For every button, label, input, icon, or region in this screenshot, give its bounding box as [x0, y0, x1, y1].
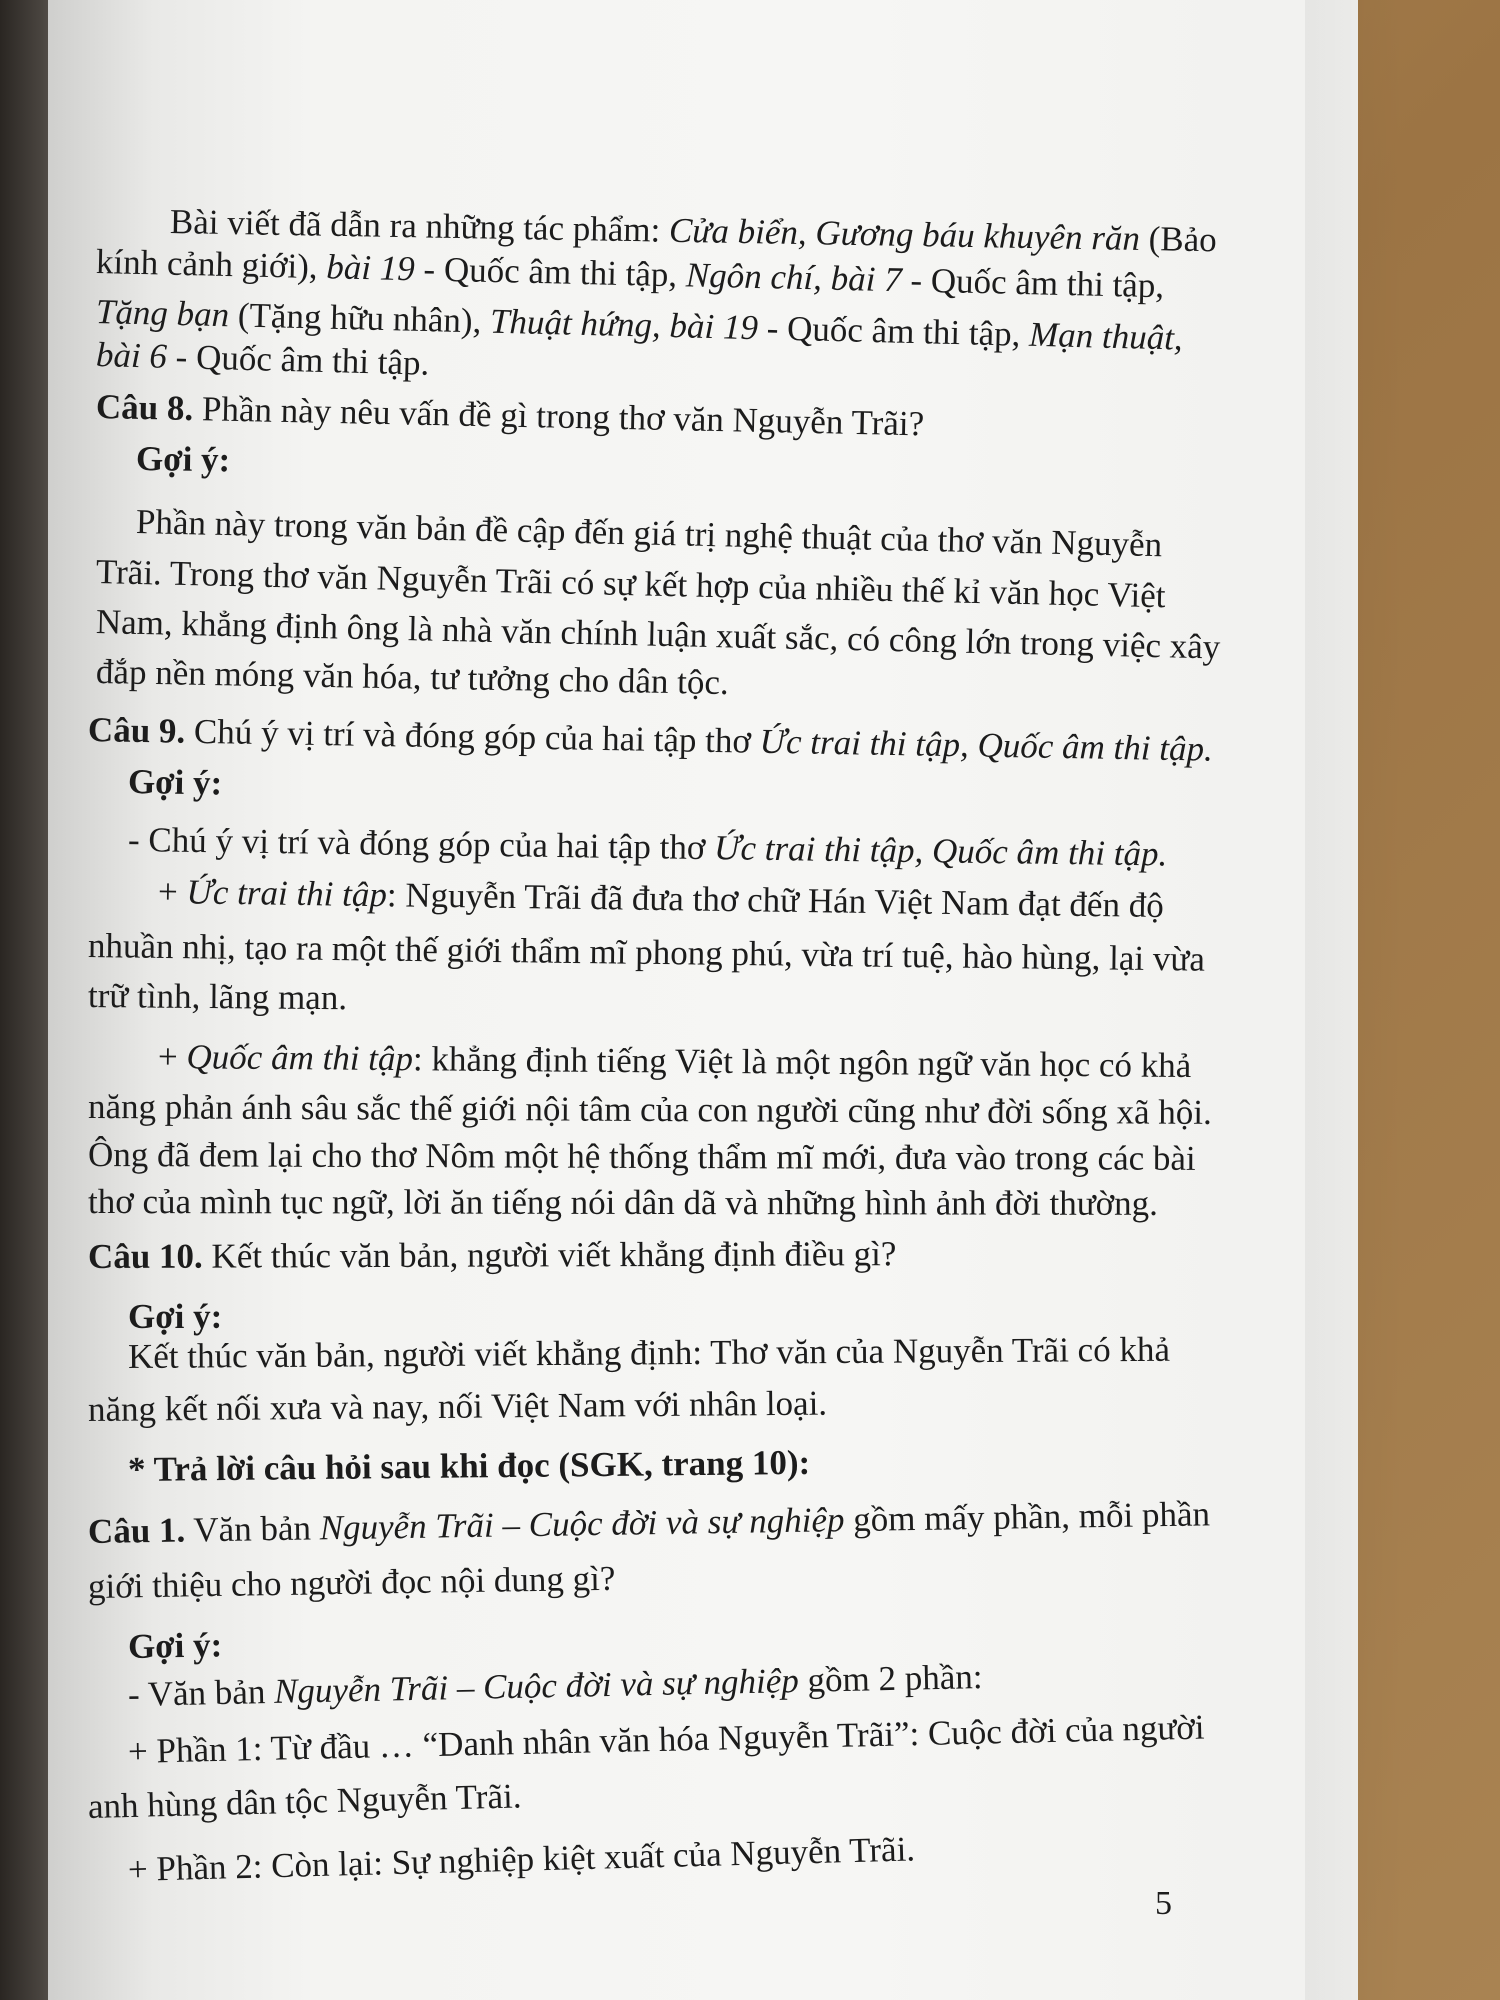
text-segment: giới thiệu cho người đọc nội dung gì?	[87, 1558, 616, 1606]
text-segment: Văn bản	[184, 1508, 320, 1550]
text-line	[128, 1623, 223, 1668]
text-segment: Phần này trong văn bản đề cập đến giá trị nghệ thuật của thơ văn Nguyễn	[135, 502, 1163, 565]
text-segment: nhuần nhị, tạo ra một thế giới thẩm mĩ phong phú, vừa trí tuệ, hào hùng, lại vừa	[87, 926, 1206, 979]
text-line	[96, 650, 730, 705]
page-number: 5	[1155, 1885, 1172, 1922]
italic-text: bài 19	[325, 247, 416, 289]
text-segment: trữ tình, lãng mạn.	[87, 976, 348, 1018]
bold-text: Gợi ý:	[128, 1297, 223, 1336]
text-line	[88, 1085, 1212, 1135]
text-segment: năng kết nối xưa và nay, nối Việt Nam với nhân loại.	[87, 1383, 828, 1429]
text-line	[88, 974, 347, 1020]
text-line	[158, 1035, 1192, 1088]
bold-text: Câu 8.	[95, 387, 194, 429]
text-segment: + Phần 1: Từ đầu … “Danh nhân văn hóa Nguyễn Trãi”: Cuộc đời của người	[127, 1707, 1205, 1771]
text-segment: Kết thúc văn bản, người viết khẳng định: Thơ văn của Nguyễn Trãi có khả	[127, 1329, 1171, 1376]
text-segment: năng phản ánh sâu sắc thế giới nội tâm của con người cũng như đời sống xã hội.	[87, 1087, 1212, 1132]
text-line	[158, 870, 1164, 928]
text-line	[96, 385, 925, 446]
italic-text: Ức trai thi tập, Quốc âm thi tập.	[759, 721, 1214, 769]
text-segment: - Quốc âm thi tập.	[166, 336, 430, 383]
text-line	[88, 1133, 1196, 1181]
text-segment: : Nguyễn Trãi đã đưa thơ chữ Hán Việt Nam đạt đến độ	[386, 875, 1165, 926]
text-segment: : khẳng định tiếng Việt là một ngôn ngữ văn học có khả	[412, 1039, 1192, 1086]
text-line	[88, 708, 1214, 771]
italic-text: Ức trai thi tập, Quốc âm thi tập.	[713, 828, 1168, 874]
bold-text: * Trả lời câu hỏi sau khi đọc (SGK, trang 10):	[127, 1442, 811, 1489]
text-line	[136, 437, 231, 482]
text-line	[128, 760, 223, 805]
text-line	[128, 1655, 983, 1717]
italic-text: bài 6	[95, 335, 168, 376]
text-segment: - Chú ý vị trí và đóng góp của hai tập thơ	[127, 820, 715, 868]
text-line	[88, 1492, 1211, 1553]
text-line	[128, 1706, 1206, 1774]
text-segment: (Bảo	[1139, 218, 1218, 260]
italic-text: Nguyễn Trãi – Cuộc đời và sự nghiệp	[273, 1660, 800, 1711]
text-segment: gồm 2 phần:	[798, 1657, 983, 1700]
italic-text: Cửa biển, Gương báu khuyên răn	[668, 210, 1141, 258]
text-segment: Kết thúc văn bản, người viết khẳng định điều gì?	[202, 1234, 897, 1276]
text-segment: - Quốc âm thi tập,	[901, 260, 1165, 306]
italic-text: Tặng bạn	[95, 292, 230, 335]
bold-text: Câu 9.	[87, 710, 186, 751]
text-line	[88, 1232, 896, 1279]
text-segment: Bài viết đã dẫn ra những tác phẩm:	[169, 202, 670, 250]
text-line	[128, 818, 1168, 876]
text-segment: thơ của mình tục ngữ, lời ăn tiếng nói dân dã và những hình ảnh đời thường.	[87, 1182, 1158, 1223]
text-segment: Nam, khẳng định ông là nhà văn chính luận xuất sắc, có công lớn trong việc xây	[95, 602, 1221, 667]
text-segment: - Quốc âm thi tập,	[414, 249, 687, 295]
text-segment: gồm mấy phần, mỗi phần	[844, 1494, 1211, 1540]
text-line	[95, 333, 429, 385]
text-segment: - Văn bản	[127, 1671, 275, 1714]
bold-text: Gợi ý:	[127, 762, 223, 803]
italic-text: Ức trai thi tập	[186, 872, 388, 915]
text-segment: (Tặng hữu nhân),	[228, 295, 491, 341]
text-line	[128, 1441, 811, 1492]
text-line	[127, 1827, 915, 1891]
page-text	[48, 0, 1358, 2000]
text-line	[88, 1180, 1158, 1226]
bold-text: Câu 10.	[87, 1236, 203, 1276]
text-segment: đắp nền móng văn hóa, tư tưởng cho dân tộc.	[95, 652, 730, 703]
text-line	[128, 1295, 222, 1339]
text-segment: Trãi. Trong thơ văn Nguyễn Trãi có sự kết hợp của nhiều thế kỉ văn học Việt	[95, 552, 1166, 616]
text-segment: + Phần 2: Còn lại: Sự nghiệp kiệt xuất của Nguyễn Trãi.	[127, 1829, 916, 1889]
text-segment: Phần này nêu vấn đề gì trong thơ văn Nguyễn Trãi?	[192, 389, 925, 444]
italic-text: Quốc âm thi tập	[186, 1037, 414, 1079]
bold-text: Câu 1.	[87, 1510, 186, 1551]
italic-text: Nguyễn Trãi – Cuộc đời và sự nghiệp	[319, 1500, 845, 1548]
text-segment: anh hùng dân tộc Nguyễn Trãi.	[87, 1776, 522, 1826]
text-segment: +	[157, 872, 187, 912]
text-line	[88, 924, 1205, 981]
text-segment: - Quốc âm thi tập,	[757, 308, 1030, 354]
italic-text: Mạn thuật,	[1028, 314, 1184, 358]
text-line	[128, 1328, 1170, 1379]
bold-text: Gợi ý:	[135, 439, 231, 480]
bold-text: Gợi ý:	[127, 1625, 223, 1666]
text-segment: +	[157, 1037, 187, 1077]
italic-text: Ngôn chí, bài 7	[685, 255, 903, 300]
text-segment: Ông đã đem lại cho thơ Nôm một hệ thống thẩm mĩ mới, đưa vào trong các bài	[87, 1135, 1196, 1178]
text-line	[87, 1774, 522, 1828]
text-segment: kính cảnh giới),	[95, 242, 327, 287]
text-line	[88, 1557, 616, 1609]
text-line	[88, 1382, 827, 1432]
italic-text: Thuật hứng, bài 19	[489, 301, 759, 348]
text-segment: Chú ý vị trí và đóng góp của hai tập thơ	[184, 711, 761, 761]
